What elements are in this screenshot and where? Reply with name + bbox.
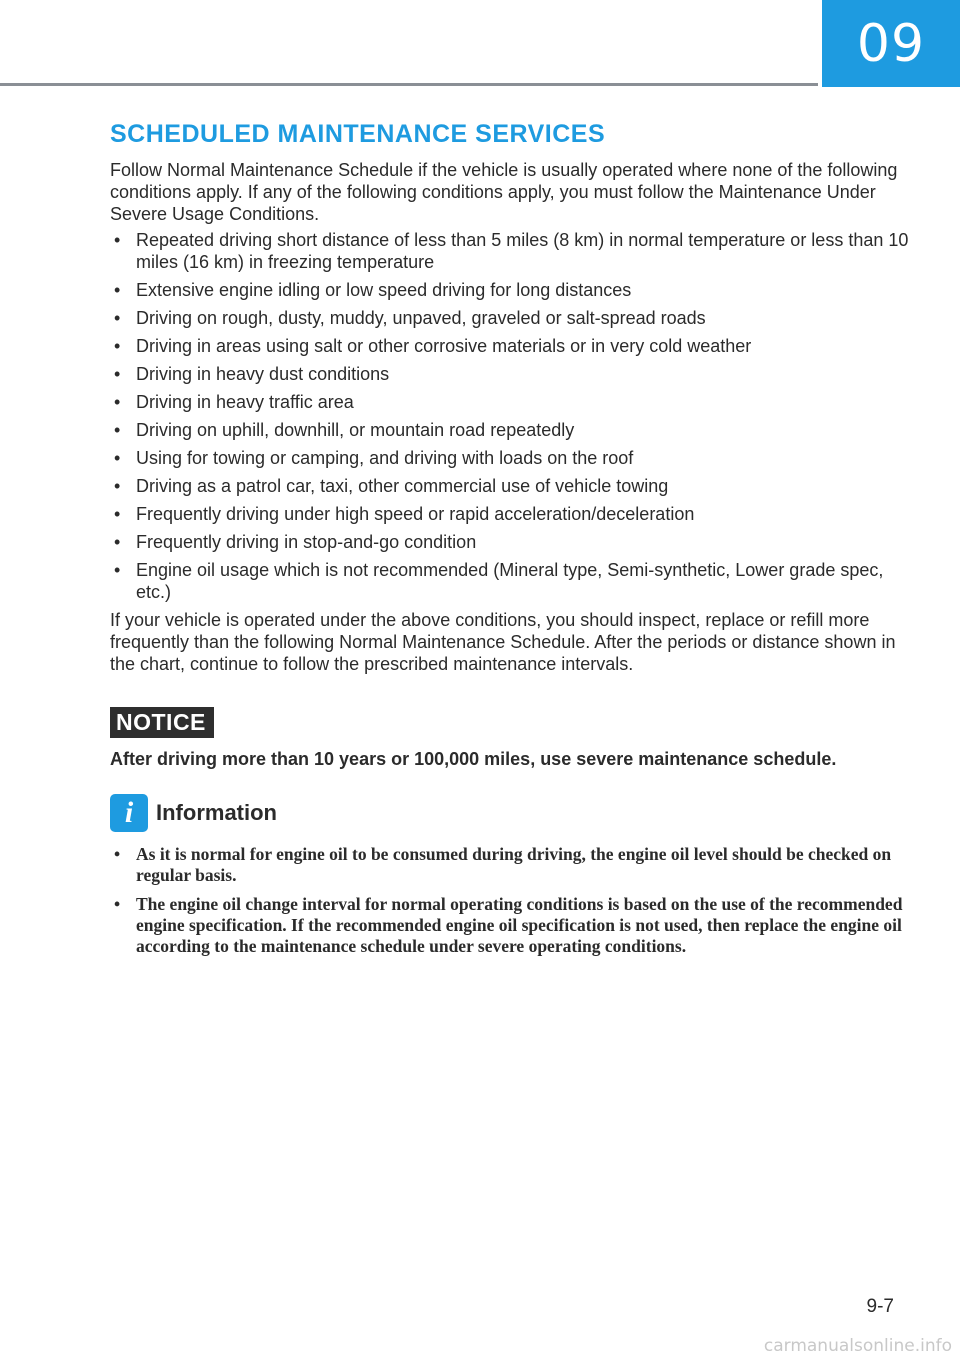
list-item: • Extensive engine idling or low speed driving for long distances (110, 279, 910, 301)
section-title: SCHEDULED MAINTENANCE SERVICES (110, 120, 606, 148)
list-item: • Driving in heavy dust conditions (110, 363, 910, 385)
information-header (110, 794, 910, 832)
intro-paragraph: Follow Normal Maintenance Schedule if the vehicle is usually operated where none of the following conditions apply. If any of the following conditions apply, you must follow the Maintenance Under Severe Usage Conditions. (110, 160, 898, 224)
list-item: • Driving in areas using salt or other corrosive materials or in very cold weather (110, 335, 910, 357)
page-number: 9-7 (866, 1296, 894, 1317)
info-icon: i (110, 794, 148, 832)
list-item: • Driving on uphill, downhill, or mountain road repeatedly (110, 419, 910, 441)
list-item: • Frequently driving in stop-and-go condition (110, 531, 910, 553)
watermark: carmanualsonline.info (763, 1336, 952, 1356)
notice-label: NOTICE (110, 707, 214, 738)
list-item: • Driving in heavy traffic area (110, 391, 910, 413)
list-item: • Driving as a patrol car, taxi, other commercial use of vehicle towing (110, 475, 910, 497)
information-list (110, 844, 910, 957)
chapter-tab: 09 (822, 0, 960, 87)
page-content (110, 120, 910, 965)
list-item: • Using for towing or camping, and driving with loads on the roof (110, 447, 910, 469)
notice-block (110, 707, 910, 770)
header-rule (0, 83, 818, 86)
list-item: • Frequently driving under high speed or rapid acceleration/deceleration (110, 503, 910, 525)
list-item: • The engine oil change interval for normal operating conditions is based on the use of the recommended engine specification. If the recommended engine oil specification is not used, then replace the engine oil according to the maintenance schedule under severe operating conditions. (110, 894, 910, 957)
conditions-list (110, 229, 910, 603)
list-item: • Repeated driving short distance of less than 5 miles (8 km) in normal temperature or less than 10 miles (16 km) in freezing temperature (110, 229, 910, 273)
list-item: • As it is normal for engine oil to be consumed during driving, the engine oil level should be checked on regular basis. (110, 844, 910, 886)
list-item: • Driving on rough, dusty, muddy, unpaved, graveled or salt-spread roads (110, 307, 910, 329)
list-item: • Engine oil usage which is not recommended (Mineral type, Semi-synthetic, Lower grade spec, etc.) (110, 559, 910, 603)
notice-text: After driving more than 10 years or 100,000 miles, use severe maintenance schedule. (110, 749, 837, 769)
after-paragraph: If your vehicle is operated under the above conditions, you should inspect, replace or refill more frequently than the following Normal Maintenance Schedule. After the periods or distance shown in the chart, continue to follow the prescribed maintenance intervals. (110, 610, 896, 674)
information-title: Information (156, 800, 277, 825)
